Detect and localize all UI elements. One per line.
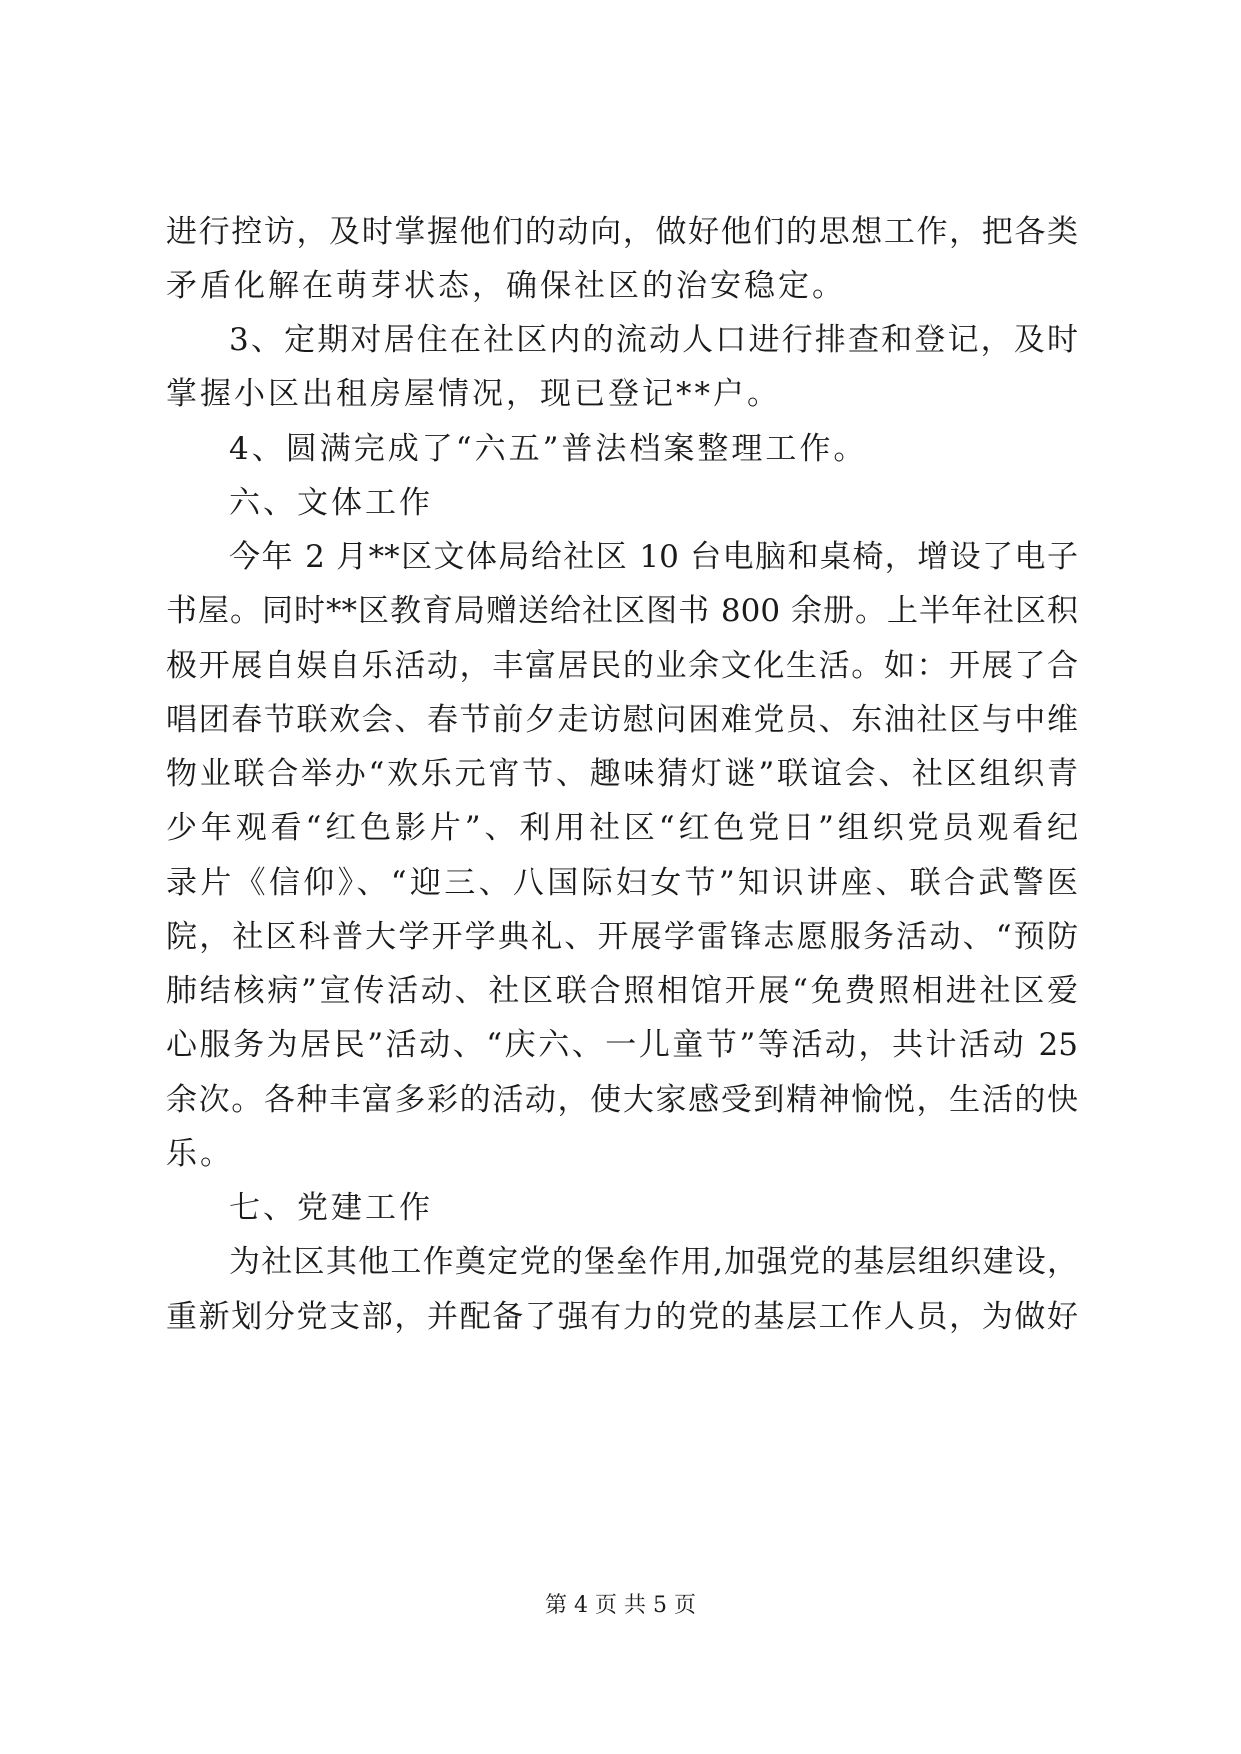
- text-line: 4、圆满完成了“六五”普法档案整理工作。: [229, 431, 868, 467]
- text-line: 极开展自娱自乐活动，丰富居民的业余文化生活。如：开展了合: [166, 648, 1078, 684]
- text-line: 重新划分党支部，并配备了强有力的党的基层工作人员，为做好: [166, 1299, 1078, 1335]
- text-line: 唱团春节联欢会、春节前夕走访慰问困难党员、东油社区与中维: [166, 702, 1078, 738]
- section-heading: 六、文体工作: [229, 485, 433, 521]
- text-line: 心服务为居民”活动、“庆六、一儿童节”等活动，共计活动 25: [166, 1027, 1078, 1063]
- text-line: 少年观看“红色影片”、利用社区“红色党日”组织党员观看纪: [166, 810, 1078, 846]
- text-line: 矛盾化解在萌芽状态，确保社区的治安稳定。: [166, 268, 846, 304]
- text-line: 院，社区科普大学开学典礼、开展学雷锋志愿服务活动、“预防: [166, 919, 1078, 955]
- page-number-footer: 第 4 页 共 5 页: [545, 1593, 696, 1618]
- text-line: 乐。: [166, 1136, 234, 1172]
- text-line: 今年 2 月**区文体局给社区 10 台电脑和桌椅，增设了电子: [229, 539, 1078, 575]
- text-line: 为社区其他工作奠定党的堡垒作用,加强党的基层组织建设，: [229, 1244, 1078, 1280]
- text-line: 录片《信仰》、“迎三、八国际妇女节”知识讲座、联合武警医: [166, 865, 1078, 901]
- text-line: 掌握小区出租房屋情况，现已登记**户。: [166, 376, 781, 412]
- text-line: 肺结核病”宣传活动、社区联合照相馆开展“免费照相进社区爱: [166, 973, 1078, 1009]
- text-line: 余次。各种丰富多彩的活动，使大家感受到精神愉悦，生活的快: [166, 1082, 1078, 1118]
- section-heading: 七、党建工作: [229, 1190, 433, 1226]
- text-line: 进行控访，及时掌握他们的动向，做好他们的思想工作，把各类: [166, 214, 1078, 250]
- text-line: 书屋。同时**区教育局赠送给社区图书 800 余册。上半年社区积: [166, 593, 1078, 629]
- text-line: 物业联合举办“欢乐元宵节、趣味猜灯谜”联谊会、社区组织青: [166, 756, 1078, 792]
- text-line: 3、定期对居住在社区内的流动人口进行排查和登记，及时: [229, 322, 1078, 358]
